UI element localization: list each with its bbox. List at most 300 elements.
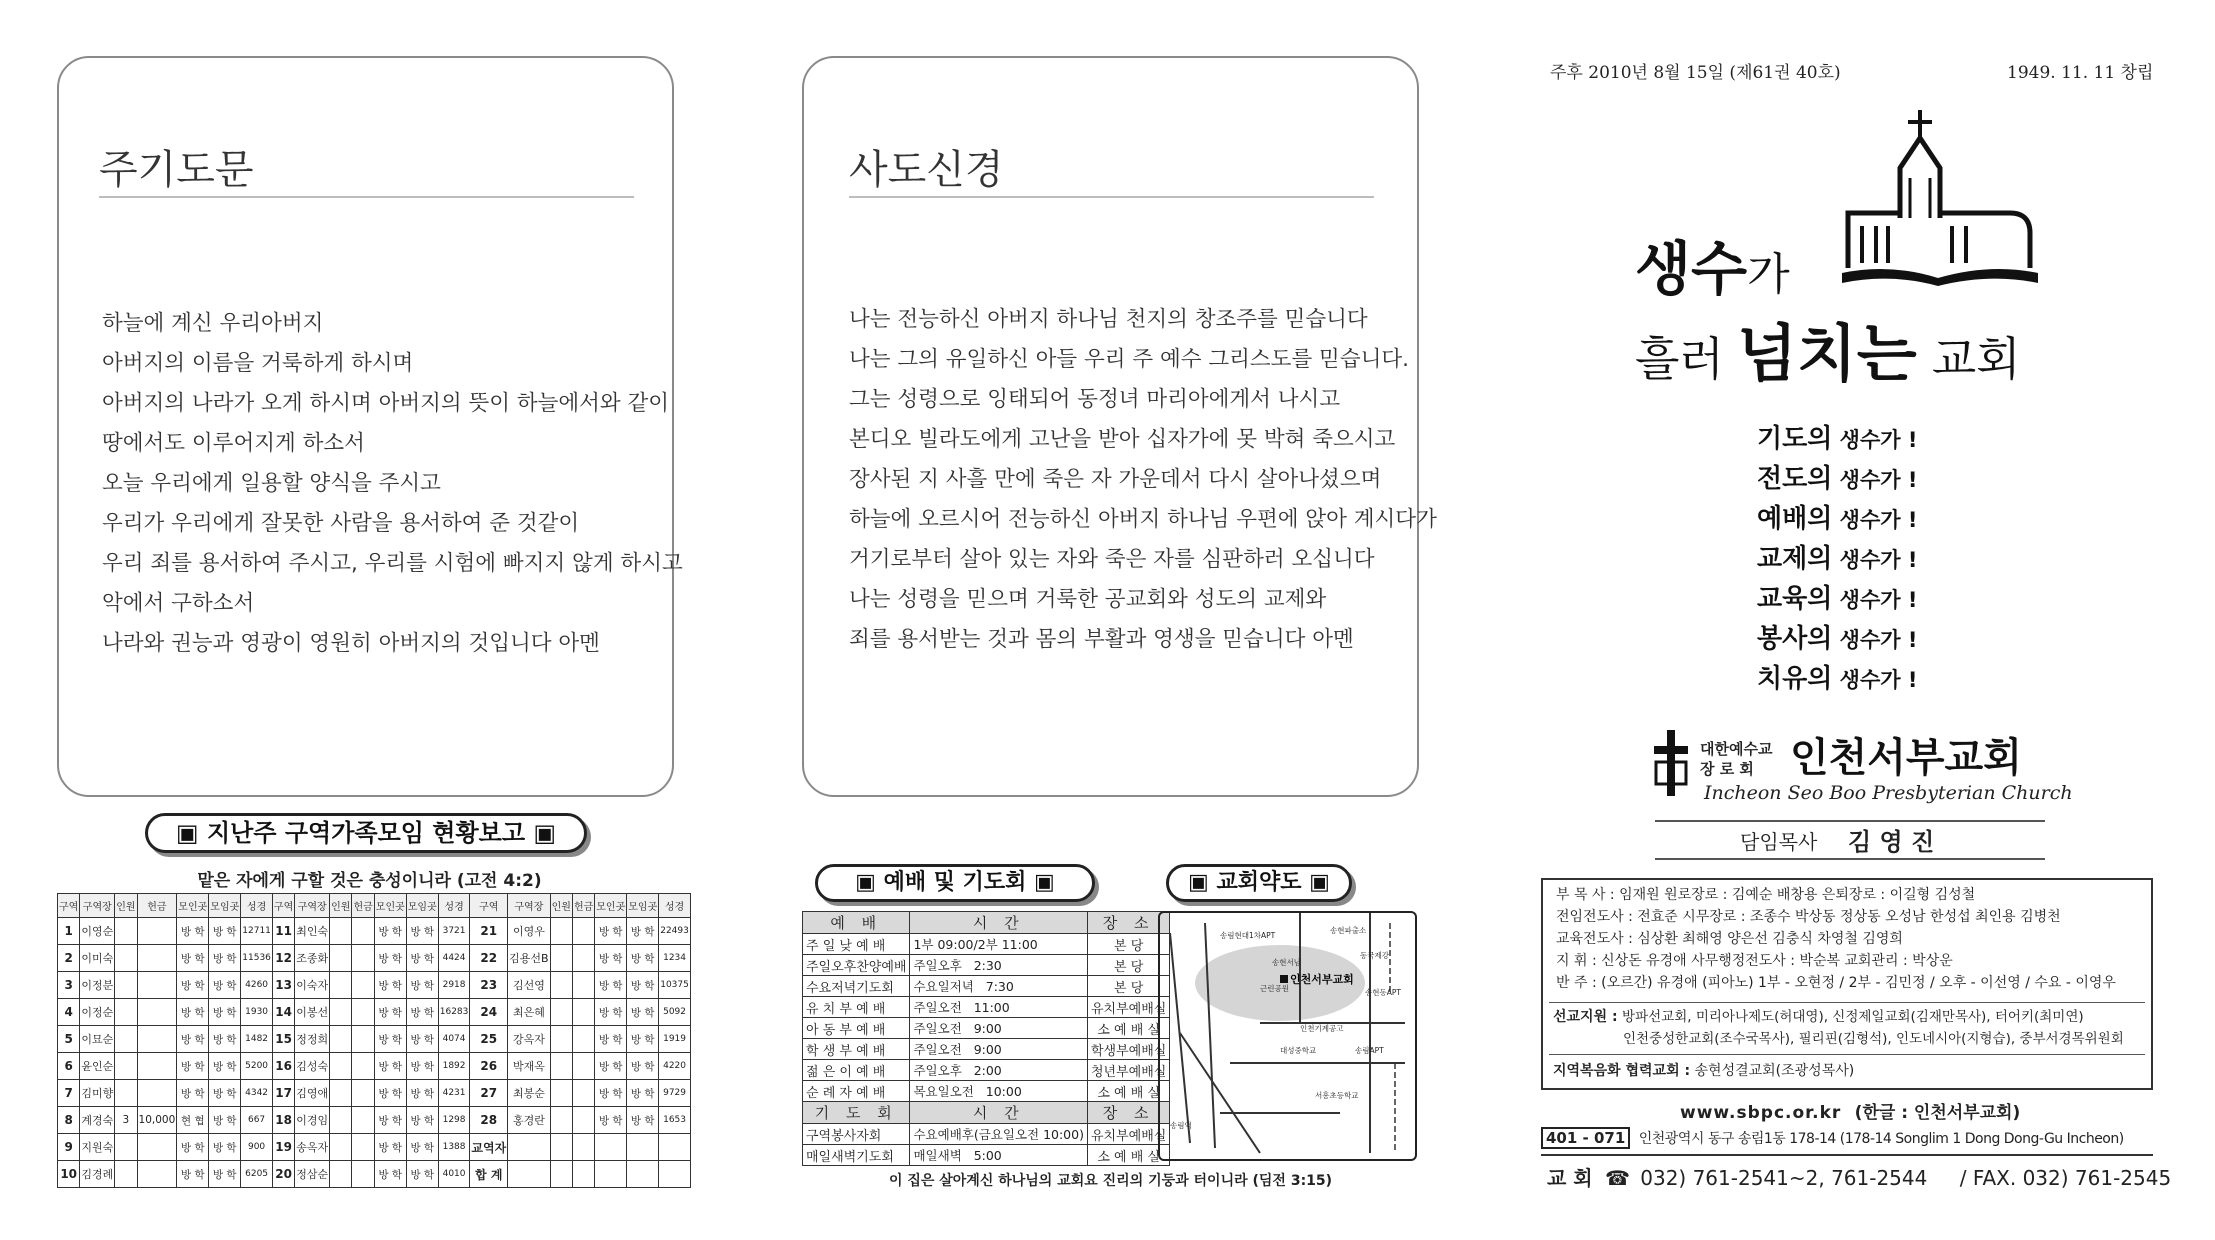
- contact-rule: [1541, 1154, 2153, 1156]
- slogan-keyword: 교육의: [1757, 584, 1833, 614]
- report-cell: [137, 972, 177, 999]
- report-cell: [137, 1053, 177, 1080]
- church-marker: [1280, 975, 1288, 983]
- staff-divider-1: [1549, 1002, 2145, 1003]
- report-cell: [330, 1053, 352, 1080]
- services-header-cell: 시 간: [910, 912, 1088, 934]
- report-header-cell: 모임곳: [406, 894, 438, 918]
- report-cell: [330, 1161, 352, 1188]
- slogan-keyword: 교제의: [1757, 544, 1833, 574]
- slogan-item: [1757, 540, 1917, 580]
- services-cell: 1부 09:00/2부 11:00: [910, 934, 1088, 955]
- report-cell: 방 학: [209, 972, 241, 999]
- partner-label: 지역복음화 협력교회 :: [1553, 1063, 1691, 1079]
- map-rail: [1390, 923, 1395, 1153]
- report-cell: 송옥자: [295, 1134, 330, 1161]
- report-cell: 홍경란: [508, 1107, 550, 1134]
- services-header-cell: 장 소: [1087, 1102, 1169, 1124]
- report-cell: [352, 945, 374, 972]
- services-cell: 학생부예배실: [1087, 1039, 1169, 1060]
- prayer-line: 하늘에 계신 우리아버지: [102, 311, 324, 336]
- report-cell: 김성숙: [295, 1053, 330, 1080]
- staff-line: 전임전도사 : 전효준 시무장로 : 조종수 박상동 정상동 오성남 한성섭 최인용 김병천: [1556, 909, 2061, 925]
- report-header-cell: 성경: [659, 894, 691, 918]
- report-cell: 방 학: [406, 918, 438, 945]
- report-cell: [595, 1134, 627, 1161]
- services-cell: 주일오전 9:00: [910, 1039, 1088, 1060]
- report-cell: 1: [58, 918, 80, 945]
- creed-line: 본디오 빌라도에게 고난을 받아 십자가에 못 박혀 죽으시고: [849, 427, 1396, 452]
- founding-date: 1949. 11. 11 창립: [2007, 63, 2154, 83]
- report-cell: 3: [58, 972, 80, 999]
- map-label: 서흥초등학교: [1315, 1091, 1359, 1100]
- report-cell: 방 학: [374, 945, 406, 972]
- report-cell: 방 학: [595, 1107, 627, 1134]
- report-cell: [627, 1134, 659, 1161]
- slogan-item: [1757, 420, 1917, 460]
- pastor-box-rule-bottom: [1655, 858, 2045, 860]
- report-cell: 김미향: [80, 1080, 115, 1107]
- report-cell: 5: [58, 1026, 80, 1053]
- report-cell: 지원숙: [80, 1134, 115, 1161]
- report-cell: [550, 1026, 572, 1053]
- report-cell: [115, 999, 137, 1026]
- map-title: ▣ 교회약도 ▣: [1166, 864, 1352, 902]
- map-church-label: 인천서부교회: [1290, 973, 1354, 986]
- report-cell: 방 학: [406, 1134, 438, 1161]
- services-cell: 아 동 부 예 배: [803, 1018, 910, 1039]
- report-cell: [550, 1080, 572, 1107]
- report-cell: 방 학: [627, 972, 659, 999]
- report-cell: 방 학: [374, 918, 406, 945]
- report-cell: 방 학: [209, 945, 241, 972]
- report-cell: 방 학: [177, 1026, 209, 1053]
- staff-line: 지 휘 : 신상돈 유경애 사무행정전도사 : 박순복 교회관리 : 박상운: [1556, 953, 1953, 969]
- report-cell: 방 학: [177, 1134, 209, 1161]
- partner-block: [1553, 1060, 1854, 1082]
- map-label: 송림역: [1170, 1121, 1192, 1130]
- fax-number: / FAX. 032) 761-2545: [1959, 1166, 2172, 1190]
- report-header-cell: 모인곳: [374, 894, 406, 918]
- report-cell: 방 학: [177, 999, 209, 1026]
- services-cell: 유 치 부 예 배: [803, 997, 910, 1018]
- map-label: 송림APT: [1355, 1046, 1384, 1055]
- map-label: 근린공원: [1260, 984, 1289, 993]
- report-cell: 1919: [659, 1026, 691, 1053]
- report-cell: [137, 1026, 177, 1053]
- report-cell: 17: [272, 1080, 294, 1107]
- logo-word-neomchineun: 넘치는: [1736, 317, 1917, 390]
- report-cell: [550, 945, 572, 972]
- services-cell: 학 생 부 예 배: [803, 1039, 910, 1060]
- report-cell: 방 학: [374, 1080, 406, 1107]
- report-header-cell: 인원: [550, 894, 572, 918]
- table-row: [803, 1145, 1170, 1166]
- report-cell: 8: [58, 1107, 80, 1134]
- report-cell: 방 학: [374, 999, 406, 1026]
- report-cell: [330, 1134, 352, 1161]
- denomination-line1: 대한예수교: [1700, 740, 1773, 758]
- report-cell: 방 학: [595, 1053, 627, 1080]
- report-cell: 방 학: [374, 1053, 406, 1080]
- report-cell: [330, 945, 352, 972]
- services-cell: 본 당: [1087, 934, 1169, 955]
- creed-line: 하늘에 오르시어 전능하신 아버지 하나님 우편에 앉아 계시다가: [849, 507, 1437, 532]
- table-row: [58, 999, 691, 1026]
- map-label: 송현동APT: [1365, 988, 1401, 997]
- report-cell: 방 학: [209, 918, 241, 945]
- report-cell: 방 학: [406, 972, 438, 999]
- staff-line: 반 주 : (오르간) 유경애 (피아노) 1부 - 오현정 / 2부 - 김민정 / 오후 - 이선영 / 수요 - 이영우: [1556, 975, 2116, 991]
- report-cell: [137, 999, 177, 1026]
- report-cell: 10375: [659, 972, 691, 999]
- report-cell: 1298: [438, 1107, 470, 1134]
- report-cell: 방 학: [627, 1026, 659, 1053]
- apostles-creed-rule: [849, 196, 1374, 198]
- report-cell: 1892: [438, 1053, 470, 1080]
- report-header-cell: 구역: [470, 894, 508, 918]
- report-cell: 방 학: [595, 1026, 627, 1053]
- staff-line: 부 목 사 : 임재원 원로장로 : 김예순 배창용 은퇴장로 : 이길형 김성철: [1556, 887, 1976, 903]
- report-cell: [352, 1053, 374, 1080]
- report-cell: 방 학: [406, 1053, 438, 1080]
- slogan-keyword: 전도의: [1757, 464, 1833, 494]
- report-cell: [115, 1161, 137, 1188]
- report-title: ▣ 지난주 구역가족모임 현황보고 ▣: [145, 813, 587, 853]
- report-cell: [572, 972, 594, 999]
- report-cell: 방 학: [209, 1134, 241, 1161]
- report-cell: 방 학: [177, 1161, 209, 1188]
- creed-line: 나는 그의 유일하신 아들 우리 주 예수 그리스도를 믿습니다.: [849, 347, 1409, 372]
- slogan-suffix: 생수가 !: [1832, 468, 1918, 492]
- creed-line: 나는 전능하신 아버지 하나님 천지의 창조주를 믿습니다: [849, 307, 1368, 332]
- apostles-creed-text: [849, 300, 1437, 660]
- slogan-suffix: 생수가 !: [1832, 628, 1918, 652]
- report-cell: [659, 1161, 691, 1188]
- report-cell: 방 학: [209, 1107, 241, 1134]
- report-cell: 방 학: [595, 972, 627, 999]
- report-cell: 3: [115, 1107, 137, 1134]
- report-cell: 4010: [438, 1161, 470, 1188]
- report-cell: [115, 918, 137, 945]
- services-header-row: [803, 1102, 1170, 1124]
- slogan-item: [1757, 580, 1917, 620]
- prayer-line: 우리가 우리에게 잘못한 사람을 용서하여 준 것같이: [102, 511, 580, 536]
- slogan-item: [1757, 620, 1917, 660]
- address: 인천광역시 동구 송림1동 178-14 (178-14 Songlim 1 Dong Dong-Gu Incheon): [1638, 1131, 2124, 1147]
- prayer-line: 오늘 우리에게 일용할 양식을 주시고: [102, 471, 441, 496]
- report-cell: 26: [470, 1053, 508, 1080]
- report-cell: [508, 1134, 550, 1161]
- services-cell: 구역봉사자회: [803, 1124, 910, 1145]
- report-cell: 방 학: [374, 1026, 406, 1053]
- website-url[interactable]: www.sbpc.or.kr: [1680, 1103, 1842, 1123]
- map-label: 송림현대1차APT: [1220, 931, 1276, 940]
- report-cell: [550, 1107, 572, 1134]
- report-cell: 1930: [241, 999, 273, 1026]
- report-cell: 방 학: [627, 1107, 659, 1134]
- report-cell: [137, 1161, 177, 1188]
- report-cell: [137, 945, 177, 972]
- table-row: [803, 1018, 1170, 1039]
- report-cell: 4: [58, 999, 80, 1026]
- table-row: [58, 1161, 691, 1188]
- report-cell: 정정희: [295, 1026, 330, 1053]
- church-map: [1158, 911, 1417, 1161]
- report-cell: [550, 999, 572, 1026]
- report-cell: 방 학: [406, 999, 438, 1026]
- lords-prayer-rule: [99, 196, 634, 198]
- report-header-cell: 구역장: [80, 894, 115, 918]
- report-cell: 김경례: [80, 1161, 115, 1188]
- report-cell: [572, 1107, 594, 1134]
- report-cell: 방 학: [374, 1161, 406, 1188]
- report-cell: [330, 1107, 352, 1134]
- report-cell: 방 학: [406, 1080, 438, 1107]
- lords-prayer-text: [102, 304, 683, 664]
- cross-emblem-icon: [1650, 728, 1692, 798]
- table-row: [803, 976, 1170, 997]
- church-bible-icon: [1840, 108, 2040, 288]
- report-header-cell: 헌금: [572, 894, 594, 918]
- report-cell: 10: [58, 1161, 80, 1188]
- report-cell: [115, 972, 137, 999]
- report-cell: 5092: [659, 999, 691, 1026]
- apostles-creed-panel: [802, 56, 1437, 797]
- report-cell: [572, 1053, 594, 1080]
- report-cell: 방 학: [627, 1080, 659, 1107]
- report-cell: 방 학: [406, 1026, 438, 1053]
- staff-box: [1541, 878, 2153, 1090]
- table-row: [58, 1134, 691, 1161]
- services-cell: 젊 은 이 예 배: [803, 1060, 910, 1081]
- report-cell: [572, 1080, 594, 1107]
- report-cell: 강옥자: [508, 1026, 550, 1053]
- report-cell: 방 학: [627, 918, 659, 945]
- website: [1680, 1098, 2020, 1123]
- report-cell: 15: [272, 1026, 294, 1053]
- report-cell: [115, 1053, 137, 1080]
- creed-line: 거기로부터 살아 있는 자와 죽은 자를 심판하러 오십니다: [849, 547, 1375, 572]
- services-cell: 매일새벽기도회: [803, 1145, 910, 1166]
- report-header-cell: 구역: [58, 894, 80, 918]
- report-header-cell: 인원: [115, 894, 137, 918]
- report-cell: 방 학: [209, 1053, 241, 1080]
- report-cell: [330, 972, 352, 999]
- table-row: [803, 1060, 1170, 1081]
- report-header-cell: 모인곳: [177, 894, 209, 918]
- table-row: [803, 1124, 1170, 1145]
- slogan-keyword: 봉사의: [1757, 624, 1833, 654]
- report-cell: 1482: [241, 1026, 273, 1053]
- report-cell: [508, 1161, 550, 1188]
- slogan-item: [1757, 660, 1917, 700]
- staff-line: 교육전도사 : 심상환 최해영 양은선 김충식 차영철 김영희: [1556, 931, 1903, 947]
- report-cell: 6: [58, 1053, 80, 1080]
- report-cell: 최인숙: [295, 918, 330, 945]
- missions-line-2: 인천중성한교회(조수국목사), 필리핀(김형석), 인도네시아(지형습), 중부서경목위원회: [1623, 1031, 2124, 1047]
- table-row: [803, 955, 1170, 976]
- report-cell: 방 학: [406, 1107, 438, 1134]
- services-cell: 주일오후찬양예배: [803, 955, 910, 976]
- report-header-cell: 구역장: [508, 894, 550, 918]
- services-cell: 유치부예배실: [1087, 1124, 1169, 1145]
- report-cell: [572, 1026, 594, 1053]
- phone-label: 교 회: [1547, 1166, 1593, 1190]
- services-cell: 수요일저녁 7:30: [910, 976, 1088, 997]
- services-cell: 유치부예배실: [1087, 997, 1169, 1018]
- report-cell: 24: [470, 999, 508, 1026]
- services-cell: 수요저녁기도회: [803, 976, 910, 997]
- table-row: [58, 1107, 691, 1134]
- report-cell: 방 학: [177, 972, 209, 999]
- table-row: [58, 918, 691, 945]
- report-cell: 이정분: [80, 972, 115, 999]
- slogan-suffix: 생수가 !: [1832, 548, 1918, 572]
- services-header-cell: 예 배: [803, 912, 910, 934]
- slogan-item: [1757, 460, 1917, 500]
- report-cell: 방 학: [595, 999, 627, 1026]
- report-cell: [572, 1161, 594, 1188]
- report-cell: [352, 1026, 374, 1053]
- report-header-cell: 모임곳: [627, 894, 659, 918]
- slogan-suffix: 생수가 !: [1832, 588, 1918, 612]
- missions-block: [1553, 1006, 2084, 1028]
- table-row: [58, 945, 691, 972]
- report-cell: 방 학: [209, 1026, 241, 1053]
- report-cell: [115, 1080, 137, 1107]
- services-cell: 주일오후 2:00: [910, 1060, 1088, 1081]
- report-cell: [572, 999, 594, 1026]
- report-cell: 방 학: [177, 918, 209, 945]
- prayer-line: 아버지의 나라가 오게 하시며 아버지의 뜻이 하늘에서와 같이: [102, 391, 670, 416]
- report-cell: 25: [470, 1026, 508, 1053]
- report-cell: 21: [470, 918, 508, 945]
- report-cell: 23: [470, 972, 508, 999]
- services-cell: 목요일오전 10:00: [910, 1081, 1088, 1102]
- table-row: [58, 1053, 691, 1080]
- logo-word-saengsu: 생수: [1635, 235, 1748, 303]
- report-cell: [137, 1080, 177, 1107]
- services-cell: 매일새벽 5:00: [910, 1145, 1088, 1166]
- report-header-cell: 헌금: [352, 894, 374, 918]
- report-header-row: [58, 894, 691, 918]
- table-row: [803, 1039, 1170, 1060]
- report-cell: [352, 999, 374, 1026]
- issue-date: 주후 2010년 8월 15일 (제61권 40호): [1550, 63, 1841, 83]
- report-cell: 16: [272, 1053, 294, 1080]
- report-cell: [330, 999, 352, 1026]
- slogan-list: [1757, 420, 1917, 700]
- report-table: [57, 893, 691, 1188]
- report-cell: 윤인순: [80, 1053, 115, 1080]
- report-cell: 7: [58, 1080, 80, 1107]
- report-cell: [550, 972, 572, 999]
- report-cell: 방 학: [406, 945, 438, 972]
- staff-divider-2: [1549, 1054, 2145, 1055]
- prayer-line: 우리 죄를 용서하여 주시고, 우리를 시험에 빠지지 않게 하시고: [102, 551, 683, 576]
- website-korean: (한글 : 인천서부교회): [1854, 1103, 2021, 1123]
- phone-icon: ☎: [1604, 1166, 1630, 1190]
- phone-number: 032) 761-2541~2, 761-2544: [1640, 1166, 1928, 1190]
- staff-lines: [1556, 884, 2116, 994]
- table-row: [803, 997, 1170, 1018]
- report-cell: 이미숙: [80, 945, 115, 972]
- report-cell: [330, 918, 352, 945]
- prayer-line: 나라와 권능과 영광이 영원히 아버지의 것입니다 아멘: [102, 631, 600, 656]
- report-cell: [330, 1026, 352, 1053]
- report-cell: 12711: [241, 918, 273, 945]
- missions-label: 선교지원 :: [1553, 1009, 1618, 1025]
- report-cell: 방 학: [177, 1053, 209, 1080]
- report-cell: 교역자: [470, 1134, 508, 1161]
- report-cell: [550, 1134, 572, 1161]
- report-cell: 11536: [241, 945, 273, 972]
- map-label: 대성중학교: [1280, 1046, 1317, 1055]
- report-cell: 방 학: [209, 1161, 241, 1188]
- map-label: 송현서남: [1272, 958, 1301, 967]
- report-cell: [352, 918, 374, 945]
- report-cell: 김영애: [295, 1080, 330, 1107]
- report-cell: [330, 1080, 352, 1107]
- report-cell: [595, 1161, 627, 1188]
- report-verse: 맡은 자에게 구할 것은 충성이니라 (고전 4:2): [197, 871, 542, 891]
- report-cell: [572, 945, 594, 972]
- report-cell: [550, 1053, 572, 1080]
- report-cell: 방 학: [595, 918, 627, 945]
- report-cell: 이묘순: [80, 1026, 115, 1053]
- report-cell: 방 학: [595, 1080, 627, 1107]
- report-cell: 11: [272, 918, 294, 945]
- prayer-line: 땅에서도 이루어지게 하소서: [102, 431, 365, 456]
- services-title: ▣ 예배 및 기도회 ▣: [815, 864, 1095, 902]
- map-label: 송현파출소: [1330, 926, 1367, 935]
- report-cell: 방 학: [374, 972, 406, 999]
- report-cell: 9: [58, 1134, 80, 1161]
- services-cell: 본 당: [1087, 955, 1169, 976]
- address-line: [1541, 1128, 2124, 1148]
- report-header-cell: 성경: [241, 894, 273, 918]
- table-row: [58, 972, 691, 999]
- services-table: [802, 911, 1170, 1166]
- table-row: [803, 934, 1170, 955]
- report-cell: 이봉선: [295, 999, 330, 1026]
- report-cell: 4074: [438, 1026, 470, 1053]
- table-row: [58, 1026, 691, 1053]
- table-row: [58, 1080, 691, 1107]
- report-cell: 22: [470, 945, 508, 972]
- services-cell: 본 당: [1087, 976, 1169, 997]
- report-header-cell: 성경: [438, 894, 470, 918]
- report-cell: 14: [272, 999, 294, 1026]
- phone-line: [1547, 1162, 2171, 1191]
- slogan-keyword: 기도의: [1757, 424, 1833, 454]
- report-cell: [352, 1134, 374, 1161]
- slogan-keyword: 예배의: [1757, 504, 1833, 534]
- report-cell: 이숙자: [295, 972, 330, 999]
- services-verse: 이 집은 살아계신 하나님의 교회요 진리의 기둥과 터이니라 (딤전 3:15): [888, 1173, 1333, 1189]
- report-cell: 방 학: [595, 945, 627, 972]
- report-cell: [572, 1134, 594, 1161]
- slogan-keyword: 치유의: [1757, 664, 1833, 694]
- services-cell: 주일오전 9:00: [910, 1018, 1088, 1039]
- slogan-suffix: 생수가 !: [1832, 428, 1918, 452]
- services-cell: 청년부예배실: [1087, 1060, 1169, 1081]
- services-cell: 소 예 배 실: [1087, 1081, 1169, 1102]
- services-cell: 주일오전 11:00: [910, 997, 1088, 1018]
- apostles-creed-title: 사도신경: [849, 147, 1004, 193]
- creed-line: 그는 성령으로 잉태되어 동정녀 마리아에게서 나시고: [849, 387, 1341, 412]
